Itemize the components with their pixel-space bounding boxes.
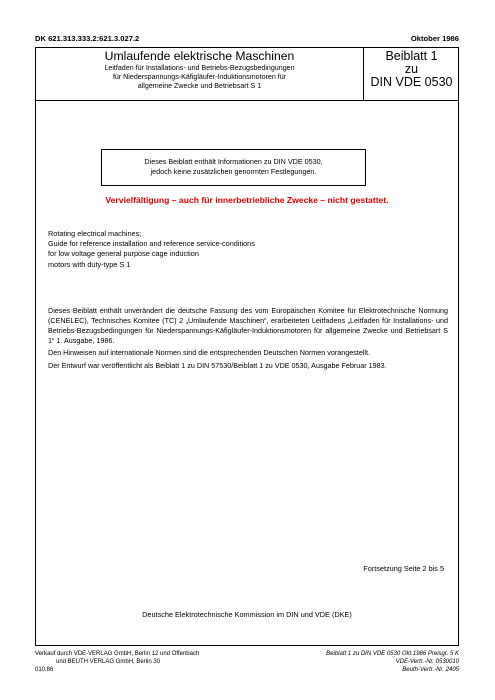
document-subtitle (36, 64, 363, 91)
subtitle-line: allgemeine Zwecke und Betriebsart S 1 (137, 82, 262, 90)
english-title-line: for low voltage general purpose cage induction (48, 249, 199, 259)
footer-line: 010.86 (35, 666, 54, 673)
footer-line: VDE-Vertr.-Nr. 0530010 (395, 658, 459, 665)
footer-sales-info (35, 651, 199, 674)
footer-line: Beuth-Vertr.-Nr. 2405 (402, 666, 459, 673)
footer-line: Verkauf durch VDE-VERLAG GmbH, Berlin 12 und Offenbach (35, 651, 200, 657)
preface-paragraph: Den Hinweisen auf internationale Normen sind die entsprechenden Deutschen Normen vorangestellt. (48, 348, 371, 357)
information-box (101, 149, 366, 186)
title-block (36, 48, 458, 101)
issuer-line: Deutsche Elektrotechnische Kommission im DIN und VDE (DKE) (142, 610, 352, 619)
dk-classification: DK 621.313.333.2:621.3.027.2 (35, 34, 140, 43)
issue-date: Oktober 1986 (410, 34, 459, 43)
english-title-line: motors with duty-type S 1 (48, 259, 131, 269)
subtitle-line: für Niederspannungs-Käfigläufer-Induktionsmotoren für (112, 73, 287, 81)
footer-line: Beiblatt 1 zu DIN VDE 0530 Okt.1986 Preisgr. 5 K (326, 651, 459, 657)
document-title: Umlaufende elektrische Maschinen (104, 49, 295, 63)
continuation-note: Fortsetzung Seite 2 bis 5 (363, 564, 444, 573)
document-id-cell (364, 48, 459, 100)
doc-id-line: zu (404, 62, 419, 76)
info-line: Dieses Beiblatt enthält Informationen zu DIN VDE 0530, (144, 157, 323, 166)
english-title-line: Rotating electrical machines; (48, 229, 142, 238)
preface-paragraph: Der Entwurf war veröffentlicht als Beiblatt 1 zu DIN 57530/Beiblatt 1 zu VDE 0530, Ausgabe Februar 1983. (48, 361, 387, 370)
copy-warning: Vervielfältigung – auch für innerbetriebliche Zwecke – nicht gestattet. (105, 195, 389, 205)
doc-id-line: Beiblatt 1 (385, 49, 438, 63)
english-title-line: Guide for reference installation and reference service-conditions (48, 239, 255, 249)
title-cell (36, 48, 364, 100)
document-frame (35, 47, 459, 646)
english-title (48, 229, 255, 270)
footer-order-info (326, 651, 459, 674)
subtitle-line: Leitfaden für Installations- und Betriebs-Bezugsbedingungen (104, 64, 295, 72)
preface-paragraph: Dieses Beiblatt enthält unverändert die deutsche Fassung des vom Europäischen Komitee für Elektrotechnische Normung (CENELEC), Technisches Komitee (TC) 2 „Umlaufende Maschinen“, erarbeiteten Leitfadens „Leitfaden für Installations- und Betriebs-Bezugsbedingungen für Niederspannungs-Käfigläufer-Induktionsmotoren für allgemeine Zwecke und Betriebsart S 1“ 1. Ausgabe, 1986. (48, 306, 448, 346)
footer-line: und BEUTH VERLAG GmbH, Berlin 30 (56, 658, 161, 665)
doc-id-line: DIN VDE 0530 (370, 75, 453, 89)
info-line: jedoch keine zusätzlichen genormten Festlegungen. (150, 167, 317, 176)
